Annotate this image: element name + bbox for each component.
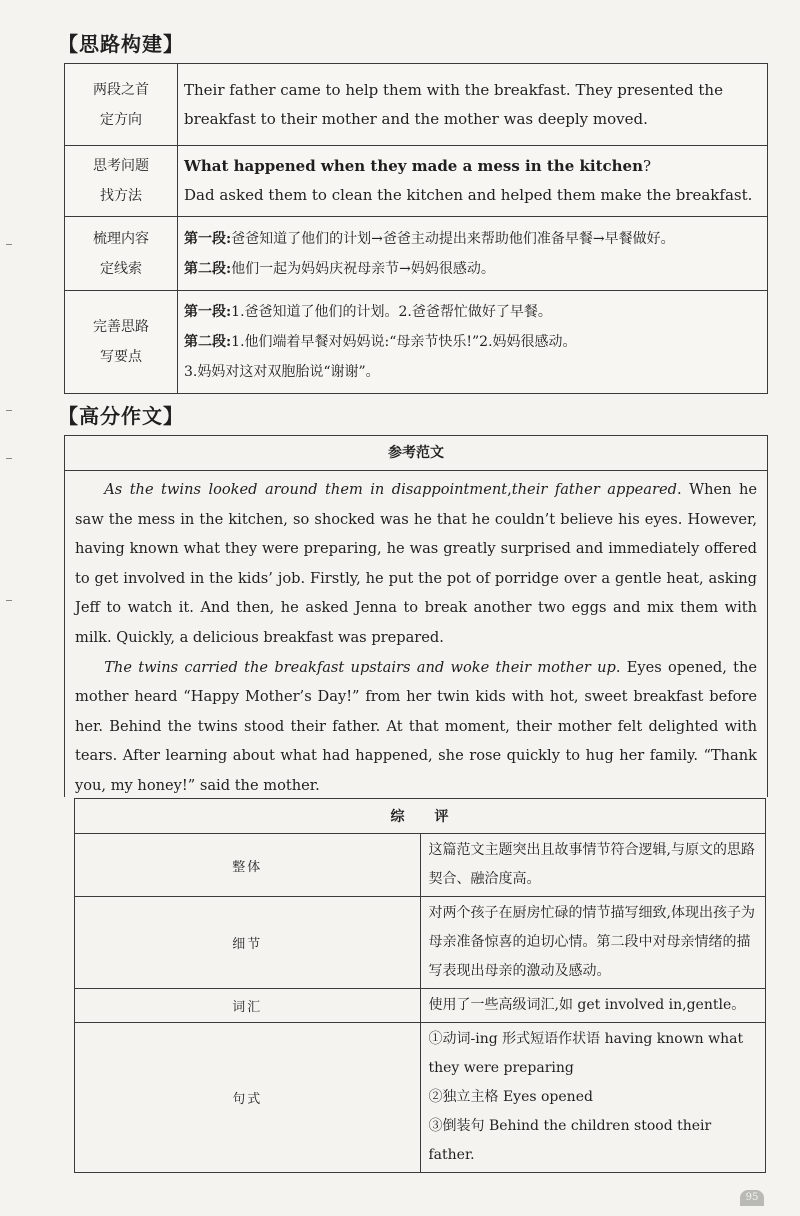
- outline-row: [65, 64, 768, 146]
- sentence-pattern-item: ③倒装句 Behind the children stood their father.: [428, 1118, 712, 1163]
- page-number: 95: [740, 1190, 764, 1206]
- review-title: 综评: [75, 799, 766, 834]
- label-line: 定线索: [100, 260, 142, 277]
- outline-row-content: [178, 146, 768, 217]
- review-label: 词汇: [75, 989, 421, 1023]
- paragraph-text: 爸爸知道了他们的计划→爸爸主动提出来帮助他们准备早餐→早餐做好。: [231, 230, 675, 247]
- outline-row-label: [65, 291, 178, 394]
- essay-paragraph: [75, 475, 757, 653]
- outline-answer: Dad asked them to clean the kitchen and helped them make the breakfast.: [184, 186, 753, 204]
- essay-body: [65, 471, 767, 801]
- label-line: 梳理内容: [93, 230, 149, 247]
- outline-row-content: Their father came to help them with the breakfast. They presented the breakfast to their mother and the mother was deeply moved.: [178, 64, 768, 146]
- paragraph-one-points: [184, 297, 759, 327]
- review-header-row: [75, 799, 766, 834]
- paragraph-label: 第一段:: [184, 230, 232, 247]
- paragraph-two-points: [184, 327, 759, 357]
- scan-edge-mark: [6, 244, 12, 245]
- paragraph-one-clue: [184, 224, 759, 254]
- review-row: [75, 897, 766, 989]
- essay-section-heading: 【高分作文】: [58, 404, 184, 428]
- label-line: 完善思路: [93, 319, 149, 335]
- paragraph-text: 1.他们端着早餐对妈妈说:“母亲节快乐!”2.妈妈很感动。: [231, 334, 577, 350]
- outline-row-label: [65, 64, 178, 146]
- review-row: [75, 989, 766, 1023]
- separator: ,: [507, 481, 512, 498]
- outline-row-content: [178, 291, 768, 394]
- review-label: 整体: [75, 834, 421, 897]
- paragraph-label: 第二段:: [184, 334, 232, 350]
- review-label: 细节: [75, 897, 421, 989]
- question-mark: ?: [642, 157, 652, 175]
- review-table: [74, 798, 766, 1173]
- label-line: 思考问题: [93, 158, 149, 174]
- review-text: 对两个孩子在厨房忙碌的情节描写细致,体现出孩子为母亲准备惊喜的迫切心情。第二段中对母亲情绪的描写表现出母亲的激动及感动。: [420, 897, 766, 989]
- essay-text: . When he saw the mess in the kitchen, so shocked was he that he couldn’t believe his eyes. However, having known what they were preparing, he was greatly surprised and immediately offered to get involved in the kids’ job. Firstly, he put the pot of porridge over a gentle heat, asking Jeff to watch it. And then, he asked Jenna to break another two eggs and mix them with milk. Quickly, a delicious breakfast was prepared.: [75, 481, 758, 646]
- outline-row: [65, 291, 768, 394]
- sample-essay-box: [64, 435, 768, 797]
- sentence-pattern-item: ②独立主格 Eyes opened: [428, 1089, 593, 1105]
- essay-title: 参考范文: [65, 436, 767, 471]
- review-text: [420, 1023, 766, 1173]
- paragraph-text: 1.爸爸知道了他们的计划。2.爸爸帮忙做好了早餐。: [231, 304, 552, 320]
- review-text: 这篇范文主题突出且故事情节符合逻辑,与原文的思路契合、融洽度高。: [420, 834, 766, 897]
- outline-section-heading: 【思路构建】: [58, 32, 184, 56]
- question-text: What happened when they made a mess in the kitchen: [184, 157, 643, 175]
- label-line: 写要点: [100, 349, 142, 365]
- review-text: 使用了一些高级词汇,如 get involved in,gentle。: [420, 989, 766, 1023]
- paragraph-label: 第一段:: [184, 304, 232, 320]
- outline-row-label: [65, 217, 178, 291]
- paragraph-two-clue: [184, 254, 759, 284]
- review-row: [75, 834, 766, 897]
- paragraph-text: 他们一起为妈妈庆祝母亲节→妈妈很感动。: [231, 260, 495, 277]
- outline-row-content: [178, 217, 768, 291]
- essay-paragraph: [75, 653, 757, 801]
- outline-row: [65, 217, 768, 291]
- given-sentence: The twins carried the breakfast upstairs and woke their mother up: [104, 658, 616, 676]
- label-line: 定方向: [100, 111, 142, 128]
- label-line: 找方法: [100, 188, 142, 204]
- review-label: 句式: [75, 1023, 421, 1173]
- outline-row: [65, 146, 768, 217]
- sentence-pattern-item: ①动词-ing 形式短语作状语 having known what they were preparing: [428, 1031, 744, 1076]
- outline-table: [64, 63, 768, 394]
- scan-edge-mark: [6, 600, 12, 601]
- review-row: [75, 1023, 766, 1173]
- given-sentence: As the twins looked around them in disappointment: [104, 481, 508, 498]
- label-line: 两段之首: [93, 81, 149, 98]
- scan-edge-mark: [6, 410, 12, 411]
- given-sentence: their father appeared: [511, 481, 677, 498]
- outline-question: [184, 152, 759, 181]
- outline-row-label: [65, 146, 178, 217]
- paragraph-label: 第二段:: [184, 260, 232, 277]
- essay-text: . Eyes opened, the mother heard “Happy Mother’s Day!” from her twin kids with hot, sweet breakfast before her. Behind the twins stood their father. At that moment, their mother felt delighted with tears. After learning about what had happened, she rose quickly to hug her family. “Thank you, my honey!” said the mother.: [75, 658, 758, 794]
- scan-edge-mark: [6, 458, 12, 459]
- paragraph-two-point-three: 3.妈妈对这对双胞胎说“谢谢”。: [184, 364, 380, 380]
